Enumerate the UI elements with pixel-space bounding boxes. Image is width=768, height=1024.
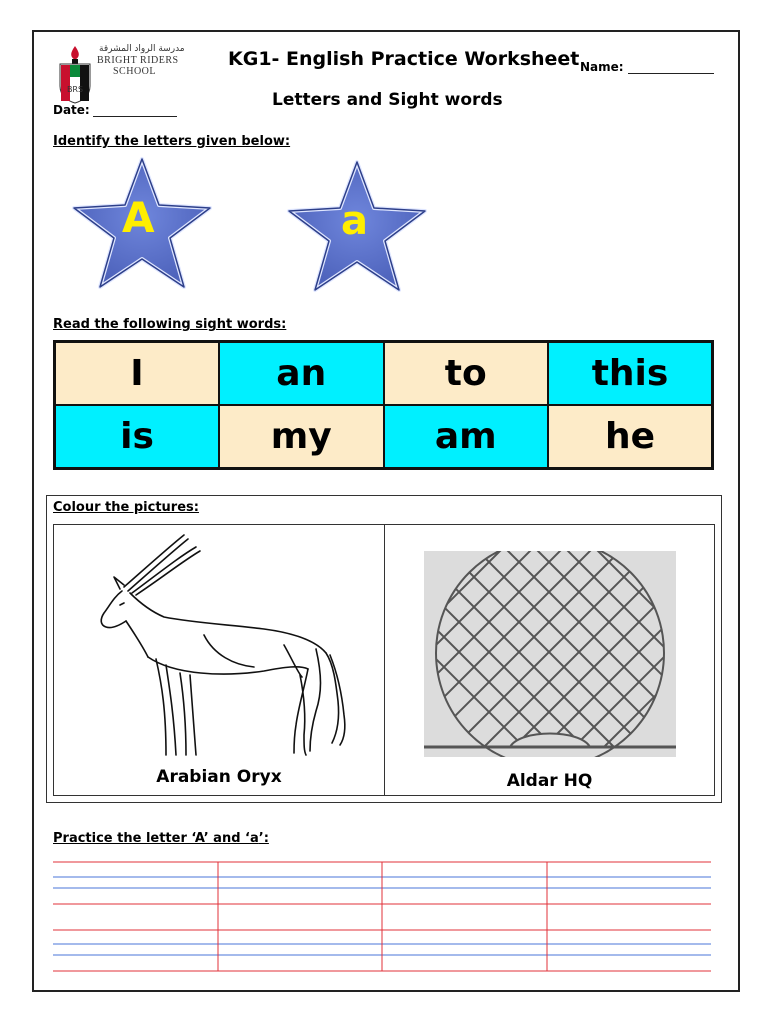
aldar-caption: Aldar HQ [506,771,593,791]
practice-heading [53,831,269,846]
oryx-caption: Arabian Oryx [156,767,282,787]
date-label: Date: [53,103,90,117]
school-name-line2: SCHOOL [113,66,157,77]
identify-heading: Identify the letters given below: [53,134,291,149]
writing-lines-grid [53,860,711,974]
sight-word-cell: this [548,342,713,406]
page-subtitle: Letters and Sight words [272,90,503,110]
table-row [55,342,713,406]
school-name-line1: BRIGHT RIDERS [97,55,179,66]
sight-word-cell: he [548,405,713,469]
sight-word-cell: an [219,342,384,406]
picture-cell-aldar[interactable] [384,524,715,796]
sight-word-cell: my [219,405,384,469]
name-field[interactable] [628,73,714,74]
school-arabic-name: مدرسة الرواد المشرقة [99,44,185,54]
name-label: Name: [580,60,624,74]
sight-word-cell: is [55,405,220,469]
sight-words-heading: Read the following sight words: [53,317,287,332]
oryx-icon [54,525,384,765]
sight-words-table [53,340,714,470]
picture-cell-oryx[interactable] [53,524,385,796]
star-uppercase [66,153,218,293]
practice-heading-letter: a [249,831,259,846]
date-field[interactable] [93,116,177,117]
table-row [55,405,713,469]
star-lowercase [281,156,433,296]
practice-heading-prefix: Practice the letter ‘A’ and ‘ [53,831,250,846]
page-title: KG1- English Practice Worksheet [228,48,580,70]
sight-word-cell: to [384,342,549,406]
colour-pictures-section [46,495,722,803]
aldar-hq-icon [424,551,676,757]
star-letter-lowercase: a [341,198,368,244]
svg-text:BRS: BRS [66,85,84,94]
practice-heading-suffix: ’: [258,831,269,846]
handwriting-lines[interactable] [53,860,711,972]
sight-word-cell: am [384,405,549,469]
colour-heading: Colour the pictures: [53,500,199,515]
sight-word-cell: I [55,342,220,406]
school-crest-icon [55,44,95,104]
star-letter-uppercase: A [122,193,155,242]
school-logo [55,44,185,104]
